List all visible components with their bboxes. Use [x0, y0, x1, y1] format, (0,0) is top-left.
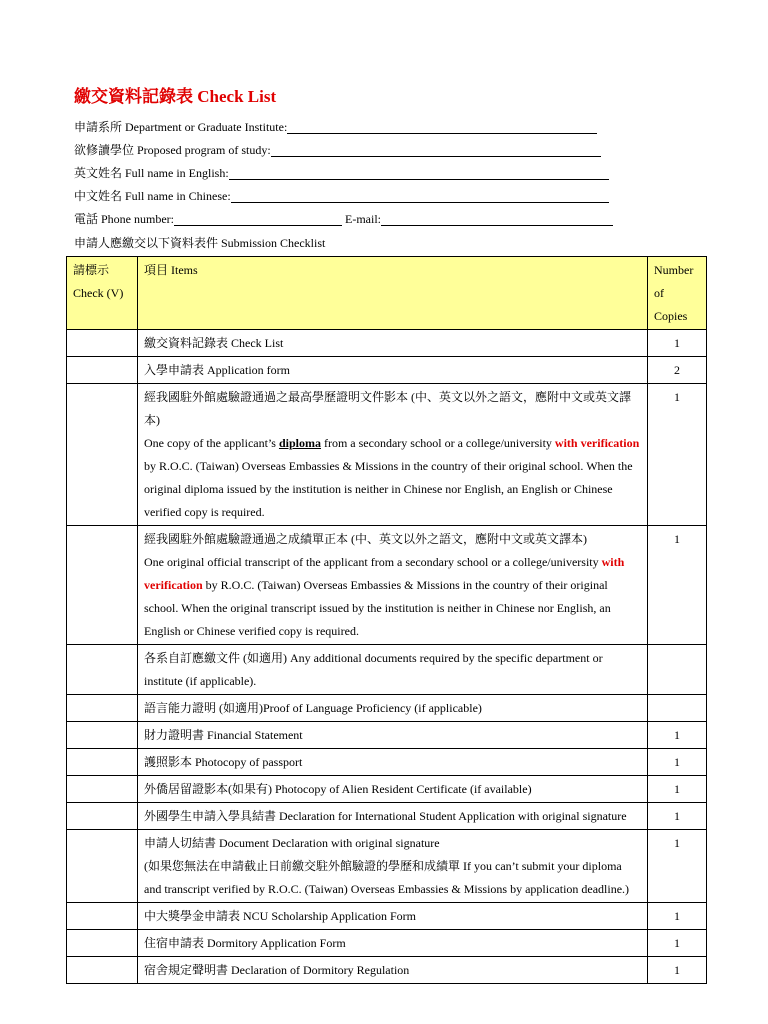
chinese-name-label: 中文姓名 Full name in Chinese:: [74, 189, 231, 203]
check-cell[interactable]: [67, 957, 138, 984]
department-input[interactable]: [287, 121, 597, 134]
copies-cell: 1: [648, 930, 707, 957]
item-cell: 宿舍規定聲明書 Declaration of Dormitory Regulation: [138, 957, 648, 984]
check-cell[interactable]: [67, 330, 138, 357]
item-cell: 經我國駐外館處驗證通過之最高學歷證明文件影本 (中、英文以外之語文，應附中文或英文譯本) One copy of the applicant’s diploma from a secondary school or a college/university with verification by R.O.C. (Taiwan) Overseas Embassies & Missions in the country of their original school. When the original diploma issued by the institution is neither in Chinese nor English, an English or Chinese verified copy is required.: [138, 384, 648, 526]
item-cell: 各系自訂應繳文件 (如適用) Any additional documents required by the specific department or institute (if applicable).: [138, 645, 648, 695]
copies-cell: 2: [648, 357, 707, 384]
check-cell[interactable]: [67, 903, 138, 930]
copies-cell: [648, 695, 707, 722]
table-row: [67, 803, 707, 830]
phone-input[interactable]: [174, 213, 342, 226]
check-cell[interactable]: [67, 830, 138, 903]
copies-cell: 1: [648, 803, 707, 830]
program-label: 欲修讀學位 Proposed program of study:: [74, 143, 271, 157]
check-cell[interactable]: [67, 645, 138, 695]
table-row: [67, 830, 707, 903]
copies-cell: 1: [648, 830, 707, 903]
copies-cell: [648, 645, 707, 695]
copies-cell: 1: [648, 330, 707, 357]
copies-cell: 1: [648, 903, 707, 930]
item-cell: 外國學生申請入學具結書 Declaration for International Student Application with original signature: [138, 803, 648, 830]
item-cell: 申請人切結書 Document Declaration with original signature (如果您無法在申請截止日前繳交駐外館驗證的學歷和成績單 If you can’t submit your diploma and transcript verified by R.O.C. (Taiwan) Overseas Embassies & Missions by application deadline.): [138, 830, 648, 903]
check-cell[interactable]: [67, 526, 138, 645]
item-cell: 外僑居留證影本(如果有) Photocopy of Alien Resident Certificate (if available): [138, 776, 648, 803]
items-column-header: 項目 Items: [138, 257, 648, 330]
contact-field: [74, 212, 613, 228]
check-cell[interactable]: [67, 722, 138, 749]
page-title: 繳交資料記錄表 Check List: [74, 87, 277, 106]
item-cell: 經我國駐外館處驗證通過之成績單正本 (中、英文以外之語文，應附中文或英文譯本) One original official transcript of the applicant from a secondary school or a college/university with verification by R.O.C. (Taiwan) Overseas Embassies & Missions in the country of their original school. When the original transcript issued by the institution is neither in Chinese nor English, an English or Chinese verified copy is required.: [138, 526, 648, 645]
email-input[interactable]: [381, 213, 613, 226]
table-row: [67, 957, 707, 984]
check-cell[interactable]: [67, 930, 138, 957]
check-cell[interactable]: [67, 695, 138, 722]
item-cell: 入學申請表 Application form: [138, 357, 648, 384]
english-name-input[interactable]: [229, 167, 609, 180]
checklist-table: [66, 256, 707, 984]
department-field: [74, 120, 597, 136]
item-cell: 語言能力證明 (如適用)Proof of Language Proficiency (if applicable): [138, 695, 648, 722]
check-column-header: 請標示 Check (V): [67, 257, 138, 330]
submission-checklist-heading: 申請人應繳交以下資料表件 Submission Checklist: [74, 236, 326, 250]
copies-column-header: Number of Copies: [648, 257, 707, 330]
english-name-label: 英文姓名 Full name in English:: [74, 166, 229, 180]
check-cell[interactable]: [67, 357, 138, 384]
phone-label: 電話 Phone number:: [74, 212, 174, 226]
check-cell[interactable]: [67, 776, 138, 803]
item-cell: 繳交資料記錄表 Check List: [138, 330, 648, 357]
program-field: [74, 143, 601, 159]
chinese-name-field: [74, 189, 609, 205]
table-row: [67, 722, 707, 749]
copies-cell: 1: [648, 749, 707, 776]
check-cell[interactable]: [67, 803, 138, 830]
table-row: [67, 695, 707, 722]
table-row: [67, 930, 707, 957]
item-cell: 中大獎學金申請表 NCU Scholarship Application Form: [138, 903, 648, 930]
table-row: [67, 645, 707, 695]
english-name-field: [74, 166, 609, 182]
item-cell: 財力證明書 Financial Statement: [138, 722, 648, 749]
check-cell[interactable]: [67, 384, 138, 526]
copies-cell: 1: [648, 776, 707, 803]
table-row: [67, 357, 707, 384]
copies-cell: 1: [648, 526, 707, 645]
table-row: [67, 903, 707, 930]
copies-cell: 1: [648, 722, 707, 749]
table-row: [67, 749, 707, 776]
department-label: 申請系所 Department or Graduate Institute:: [74, 120, 288, 134]
table-row: [67, 330, 707, 357]
copies-cell: 1: [648, 957, 707, 984]
item-cell: 護照影本 Photocopy of passport: [138, 749, 648, 776]
table-row: [67, 526, 707, 645]
table-header-row: [67, 257, 707, 330]
program-input[interactable]: [271, 144, 601, 157]
check-cell[interactable]: [67, 749, 138, 776]
chinese-name-input[interactable]: [231, 190, 609, 203]
email-label: E-mail:: [345, 212, 381, 226]
table-row: [67, 776, 707, 803]
item-cell: 住宿申請表 Dormitory Application Form: [138, 930, 648, 957]
copies-cell: 1: [648, 384, 707, 526]
table-row: [67, 384, 707, 526]
